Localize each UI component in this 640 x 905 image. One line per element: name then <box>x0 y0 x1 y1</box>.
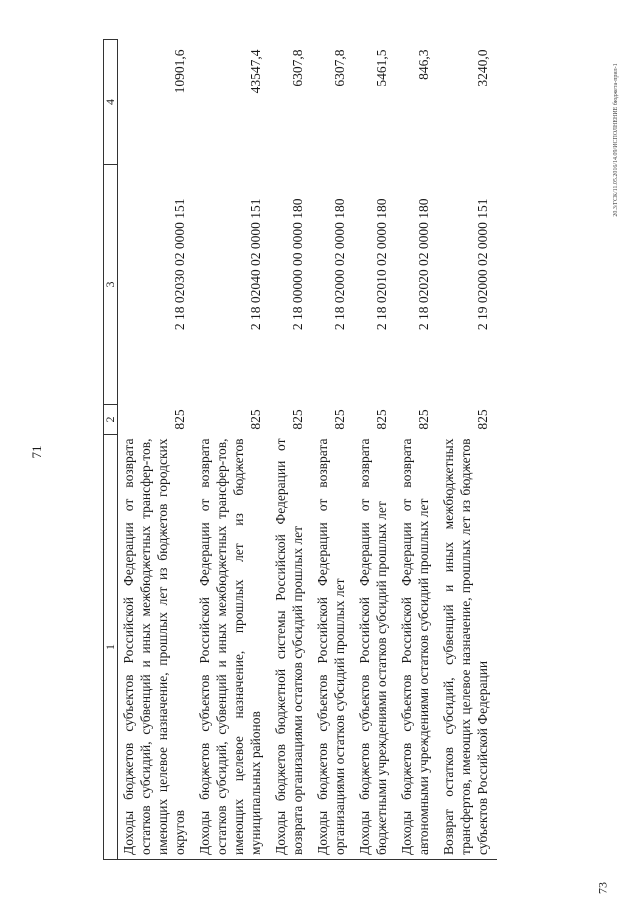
row-amount: 846,3 <box>416 49 431 80</box>
row-admin-code: 825 <box>248 409 263 430</box>
row-amount: 6307,8 <box>332 49 347 87</box>
rotated-table-container <box>103 40 608 860</box>
row-name: Доходы бюджетов субъектов Российской Федерации от возврата остатков субсидий, субвенций и иных межбюджетных трансфер-тов, имеющих целевое назначение, прошлых лет из бюджетов городских округов <box>118 435 195 860</box>
row-admin-code: 825 <box>290 409 305 430</box>
row-admin-code: 825 <box>172 409 187 430</box>
row-name: Доходы бюджетов субъектов Российской Федерации от возврата остатков субсидий, субвенций и иных межбюджетных трансфер-тов, имеющих целевое назначение, прошлых лет из бюджетов муниципальных районов <box>194 435 270 860</box>
table-row <box>438 40 497 860</box>
row-budget-code: 2 18 02010 02 0000 180 <box>374 198 389 331</box>
row-budget-code: 2 18 02000 02 0000 180 <box>332 198 347 331</box>
revenue-table <box>103 39 497 860</box>
table-row <box>270 40 312 860</box>
table-body <box>118 40 498 860</box>
table-row <box>396 40 438 860</box>
row-budget-code: 2 19 02000 02 0000 151 <box>475 198 490 331</box>
row-amount: 43547,4 <box>248 49 263 94</box>
row-admin-code: 825 <box>475 409 490 430</box>
table-row <box>354 40 396 860</box>
header-col-3: 3 <box>104 165 118 405</box>
row-name: Доходы бюджетов субъектов Российской Федерации от возврата бюджетными учреждениями остатков субсидий прошлых лет <box>354 435 396 860</box>
row-name: Возврат остатков субсидий, субвенций и иных межбюджетных трансфертов, имеющих целевое назначение, прошлых лет из бюджетов субъектов Российской Федерации <box>438 435 497 860</box>
page-number-top: 71 <box>29 445 44 459</box>
table-row <box>118 40 195 860</box>
table-row <box>312 40 354 860</box>
row-amount: 6307,8 <box>290 49 305 87</box>
header-col-1: 1 <box>104 435 118 860</box>
row-budget-code: 2 18 02040 02 0000 151 <box>248 198 263 331</box>
row-name: Доходы бюджетов бюджетной системы Российской Федерации от возврата организациями остатков субсидий прошлых лет <box>270 435 312 860</box>
row-budget-code: 2 18 02020 02 0000 180 <box>416 198 431 331</box>
file-path-note: 20.3/ГСК/11.05.2016/14.09/ИСПОЛНЕНИЕ бюджета-прил-1 <box>613 63 619 217</box>
row-budget-code: 2 18 00000 00 0000 180 <box>290 198 305 331</box>
row-amount: 3240,0 <box>475 49 490 87</box>
header-row <box>104 40 118 860</box>
table-row <box>194 40 270 860</box>
row-name: Доходы бюджетов субъектов Российской Федерации от возврата организациями остатков субсидий прошлых лет <box>312 435 354 860</box>
row-admin-code: 825 <box>374 409 389 430</box>
header-col-2: 2 <box>104 405 118 435</box>
row-admin-code: 825 <box>332 409 347 430</box>
row-amount: 5461,5 <box>374 49 389 87</box>
header-col-4: 4 <box>104 40 118 165</box>
row-admin-code: 825 <box>416 409 431 430</box>
page-number-bottom: 73 <box>595 882 610 894</box>
row-name: Доходы бюджетов субъектов Российской Федерации от возврата автономными учреждениями остатков субсидий прошлых лет <box>396 435 438 860</box>
row-budget-code: 2 18 02030 02 0000 151 <box>172 198 187 331</box>
row-amount: 10901,6 <box>172 49 187 94</box>
